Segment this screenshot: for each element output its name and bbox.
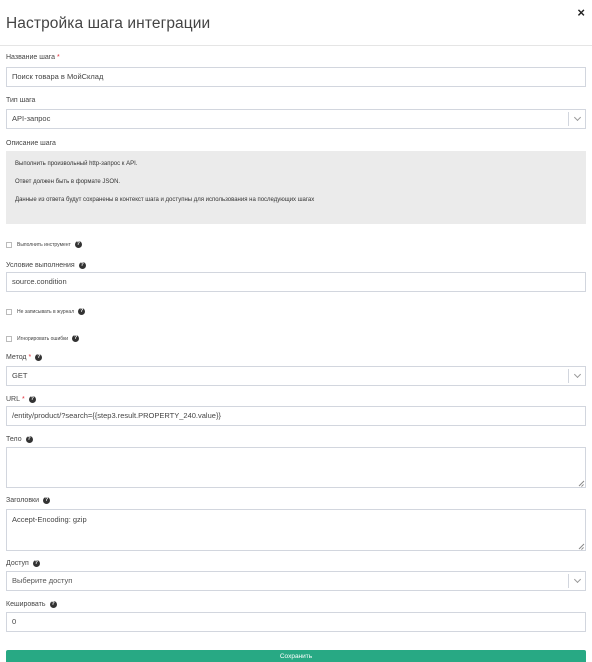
access-label: Доступ ? xyxy=(6,560,38,567)
help-icon[interactable]: ? xyxy=(51,601,55,607)
url-label: URL * ? xyxy=(6,396,34,403)
ignore-errors-label: Игнорировать ошибки xyxy=(17,335,69,342)
help-icon[interactable]: ? xyxy=(27,436,31,442)
no-log-label: Не записывать в журнал xyxy=(17,308,75,315)
resize-handle-icon[interactable] xyxy=(578,543,584,549)
method-dropdown-toggle[interactable] xyxy=(568,369,585,383)
dialog-title: Настройка шага интеграции xyxy=(6,15,211,32)
step-type-value: API-запрос xyxy=(12,114,51,123)
description-line: Ответ должен быть в формате JSON. xyxy=(15,179,121,185)
chevron-down-icon xyxy=(573,371,580,378)
save-button[interactable]: Сохранить xyxy=(6,650,586,662)
method-label: Метод * ? xyxy=(6,354,41,361)
run-tool-row xyxy=(6,241,82,248)
url-input[interactable]: /entity/product/?search={{step3.result.PROPERTY_240.value}} xyxy=(6,406,586,426)
headers-textarea[interactable] xyxy=(6,509,586,551)
required-mark: * xyxy=(57,54,60,61)
body-label: Тело ? xyxy=(6,436,31,443)
run-tool-label: Выполнить инструмент xyxy=(17,241,71,248)
required-mark: * xyxy=(28,354,32,361)
step-type-dropdown-toggle[interactable] xyxy=(568,112,585,126)
method-select[interactable] xyxy=(6,366,586,386)
help-icon[interactable]: ? xyxy=(37,354,41,360)
chevron-down-icon xyxy=(573,114,580,121)
access-dropdown-toggle[interactable] xyxy=(568,574,585,588)
cache-input[interactable]: 0 xyxy=(6,612,586,632)
step-name-input[interactable]: Поиск товара в МойСклад xyxy=(6,67,586,87)
dialog-header xyxy=(0,0,592,46)
required-mark: * xyxy=(22,396,25,403)
body-textarea[interactable] xyxy=(6,447,586,488)
step-description-label: Описание шага xyxy=(6,140,56,147)
help-icon[interactable]: ? xyxy=(34,560,38,566)
cache-label: Кешировать ? xyxy=(6,601,55,608)
help-icon[interactable]: ? xyxy=(79,308,84,314)
step-description-box xyxy=(6,151,586,224)
step-type-select[interactable] xyxy=(6,109,586,129)
no-log-checkbox[interactable] xyxy=(6,309,12,315)
ignore-errors-checkbox[interactable] xyxy=(6,336,12,342)
access-select[interactable] xyxy=(6,571,586,591)
help-icon[interactable]: ? xyxy=(30,396,34,402)
access-placeholder: Выберите доступ xyxy=(12,576,73,585)
headers-value: Accept-Encoding: gzip xyxy=(12,515,87,524)
help-icon[interactable]: ? xyxy=(80,262,84,268)
resize-handle-icon[interactable] xyxy=(578,480,584,486)
no-log-row xyxy=(6,308,85,315)
close-icon[interactable]: × xyxy=(577,5,585,20)
condition-input[interactable]: source.condition xyxy=(6,272,586,292)
description-line: Выполнить произвольный http-запрос к API. xyxy=(15,161,138,167)
step-name-label: Название шага * xyxy=(6,54,60,61)
help-icon[interactable]: ? xyxy=(73,335,78,341)
ignore-errors-row xyxy=(6,335,79,342)
headers-label: Заголовки ? xyxy=(6,497,49,504)
help-icon[interactable]: ? xyxy=(44,497,49,503)
step-type-label: Тип шага xyxy=(6,97,36,104)
chevron-down-icon xyxy=(573,576,580,583)
method-value: GET xyxy=(12,371,28,380)
help-icon[interactable]: ? xyxy=(76,241,81,247)
description-line: Данные из ответа будут сохранены в контекст шага и доступны для использования на последующих шагах xyxy=(15,197,315,203)
condition-label: Условие выполнения ? xyxy=(6,262,84,269)
run-tool-checkbox[interactable] xyxy=(6,242,12,248)
